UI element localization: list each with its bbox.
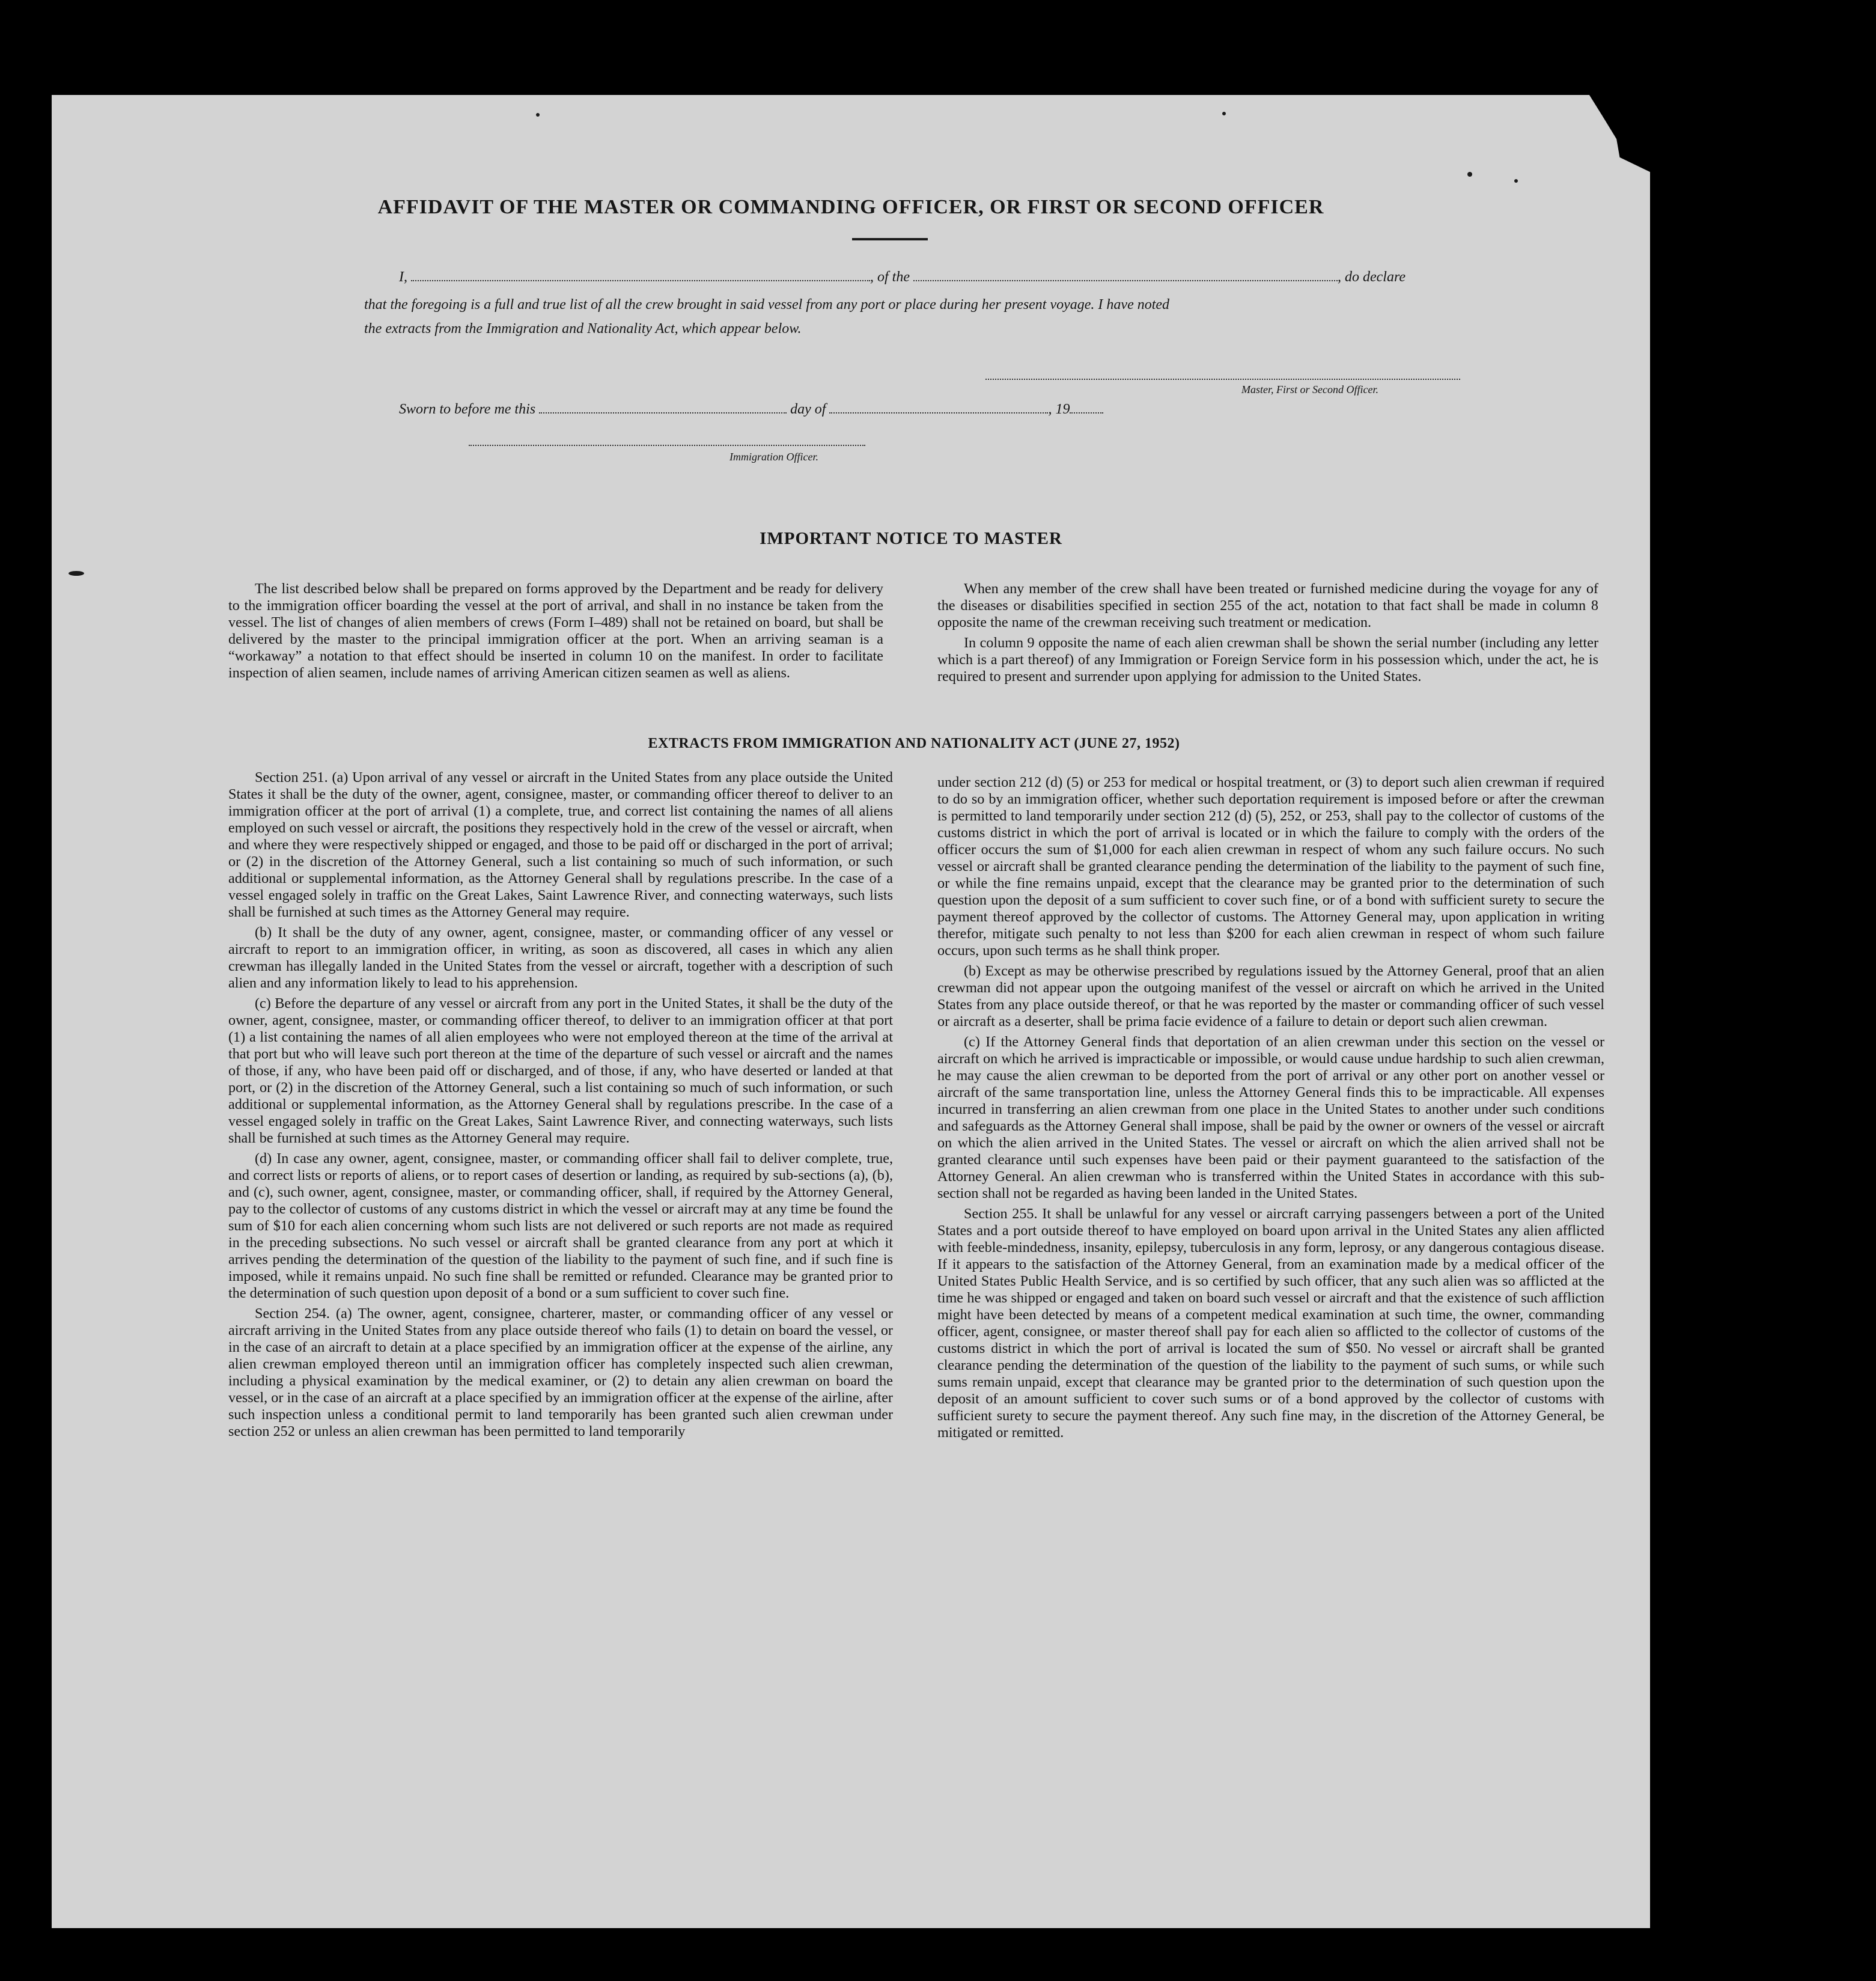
binder-hole [1690,392,1719,421]
binder-hole [1690,1759,1719,1787]
master-signature-line[interactable] [985,379,1460,380]
title-rule [852,238,928,240]
binder-hole [1690,768,1719,797]
extracts-title: EXTRACTS FROM IMMIGRATION AND NATIONALITY ACT (JUNE 27, 1952) [648,736,1180,751]
act-paragraph: (c) If the Attorney General finds that deportation of an alien crewman under this section on the vessel or aircraft on which he arrived is impracticable or impossible, or would cause undue hardship to such alien crewman, he may cause the alien crewman to be deported from the port of arrival or any other port on another vessel or aircraft of the same transportation line, unless the Attorney General finds this to be impracticable. All expenses incurred in transferring an alien crewman from one place in the United States to another under such conditions and safeguards as the Attorney General shall impose, shall be paid by the owner or owners of the vessel or aircraft on which the alien arrived in the United States. The vessel or aircraft on which the alien arrived shall not be granted clearance until such expenses have been paid or their payment guaranteed to the satisfaction of the Attorney General. An alien crewman who is transferred within the United States in accordance with this sub-section shall not be regarded as having been landed in the United States. [937,1034,1604,1201]
immigration-officer-signature-line[interactable] [469,445,865,446]
dust-speck [69,571,84,576]
act-paragraph: (b) It shall be the duty of any owner, agent, consignee, master, or commanding officer of any vessel or aircraft to report to an immigration officer, in writing, as soon as discovered, all cases in which any alien crewman has illegally landed in the United States from the vessel or aircraft, together with a description of such alien and any information likely to lead to his apprehension. [228,924,893,991]
declarant-prefix: I, [399,269,407,285]
notice-left-column [228,581,883,682]
act-paragraph: (b) Except as may be otherwise prescribed by regulations issued by the Attorney General, proof that an alien crewman did not appear upon the outgoing manifest of the vessel or aircraft on which he arrived in the United States from any place outside thereof, or that he was reported by the master or commanding officer of such vessel or aircraft as a deserter, shall be prima facie evidence of a failure to detain or deport such alien crewman. [937,963,1604,1030]
act-paragraph: Section 255. It shall be unlawful for any vessel or aircraft carrying passengers between a port of the United States and a port outside thereof to have employed on board upon arrival in the United States any alien afflicted with feeble-mindedness, insanity, epilepsy, tuberculosis in any form, leprosy, or any dangerous contagious disease. If it appears to the satisfaction of the Attorney General, from an examination made by a medical officer of the United States Public Health Service, and is so certified by such officer, that any such alien was so afflicted at the time he was shipped or engaged and taken on board such vessel or aircraft and that the existence of such affliction might have been detected by means of a competent medical examination at such time, the owner, commanding officer, agent, consignee, or master thereof shall pay for each alien so afflicted to the collector of customs of the customs district in which the port of arrival is located the sum of $50. No vessel or aircraft shall be granted clearance pending the determination of the question of the liability to the payment of such sums, or while such sums remain unpaid, except that clearance may be granted prior to the determination of such question upon the deposit of an amount sufficient to cover such sums or of a bond approved by the collector of customs with sufficient surety to secure the payment thereof. Any such fine may, in the discretion of the Attorney General, be mitigated or remitted. [937,1206,1604,1441]
binder-hole [1690,1297,1719,1326]
sworn-year-label: , 19 [1048,401,1070,417]
binder-hole [1690,1390,1719,1418]
binder-hole [1690,678,1719,707]
vessel-name-field[interactable] [913,269,1338,281]
notice-right-column [937,581,1598,685]
declaration-text-line: that the foregoing is a full and true list of all the crew brought in said vessel from any port or place during her present voyage. I have noted [364,297,1170,313]
declaration-text-line: the extracts from the Immigration and Nationality Act, which appear below. [364,321,802,337]
notice-paragraph: In column 9 opposite the name of each alien crewman shall be shown the serial number (including any letter which is a part thereof) of any Immigration or Foreign Service form in his possession which, under the act, he is required to present and surrender upon applying for admission to the United States. [937,635,1598,685]
notice-paragraph: The list described below shall be prepared on forms approved by the Department and be ready for delivery to the immigration officer boarding the vessel at the port of arrival, and shall in no instance be taken from the vessel. The list of changes of alien members of crews (Form I–489) shall not be retained on board, but shall be delivered by the master to the principal immigration officer at the port. When an arriving seaman is a “workaway” a notation to that effect should be inserted in column 10 on the manifest. In order to facilitate inspection of alien seamen, include names of arriving American citizen seamen as well as aliens. [228,581,883,681]
act-paragraph: (d) In case any owner, agent, consignee, master, or commanding officer shall fail to deliver complete, true, and correct lists or reports of aliens, or to report cases of desertion or landing, as required by sub-sections (a), (b), and (c), such owner, agent, consignee, master, or commanding officer, shall, if required by the Attorney General, pay to the collector of customs of any customs district in which the vessel or aircraft may at any time be found the sum of $10 for each alien concerning whom such lists are not delivered or such reports are not made as required in the preceding subsections. No such vessel or aircraft shall be granted clearance from any port at which it arrives pending the determination of the question of the liability to the payment of such fine, and if such fine is imposed, while it remains unpaid. No such fine shall be remitted or refunded. Clearance may be granted prior to the determination of such question upon deposit of a bond or a sum sufficient to cover such fine. [228,1150,893,1301]
notice-paragraph: When any member of the crew shall have been treated or furnished medicine during the voyage for any of the diseases or disabilities specified in section 255 of the act, notation to that fact shall be made in column 8 opposite the name of the crewman receiving such treatment or medication. [937,581,1598,630]
dust-speck [1467,172,1472,177]
act-paragraph: (c) Before the departure of any vessel or aircraft from any port in the United States, it shall be the duty of the owner, agent, consignee, master, or commanding officer thereof, to deliver to an immigration officer at that port (1) a list containing the names of all alien employees who were not employed thereon at the time of the arrival at that port but who will leave such port thereon at the time of the departure of such vessel or aircraft and the names of those, if any, who have been paid off or discharged, and of those, if any, who have deserted or landed at that port, or (2) in the discretion of the Attorney General, such a list containing so much of such information, or such additional or supplemental information, as the Attorney General shall by regulations prescribe. In the case of a vessel engaged solely in traffic on the Great Lakes, Saint Lawrence River, and connecting waterways, such lists shall be furnished at such times as the Attorney General may require. [228,995,893,1146]
vessel-prefix: , of the [870,269,910,285]
sworn-prefix: Sworn to before me this [399,401,536,417]
sworn-month-field[interactable] [829,401,1048,414]
act-paragraph: under section 212 (d) (5) or 253 for medical or hospital treatment, or (3) to deport such alien crewman if required to do so by an immigration officer, whether such deportation requirement is imposed before or after the crewman is permitted to land temporarily under section 212 (d) (5), 252, or 253, shall pay to the collector of customs of the customs district in which the port of arrival is located or in which the failure to comply with the orders of the officer occurs the sum of $1,000 for each alien crewman in respect of whom any such failure occurs. No such vessel or aircraft shall be granted clearance pending the determination of the liability to the payment of such fine, or while the fine remains unpaid, except that the clearance may be granted prior to the determination of such question upon the deposit of a sum sufficient to cover such fine, or of a bond with sufficient surety to secure the payment thereof approved by the collector of customs. The Attorney General may, upon application in writing therefor, mitigate such penalty to not less than $200 for each alien crewman in respect of whom such failure occurs, upon such terms as he shall think proper. [937,774,1604,959]
affidavit-title: AFFIDAVIT OF THE MASTER OR COMMANDING OFFICER, OR FIRST OR SECOND OFFICER [377,196,1324,218]
dust-speck [1514,179,1518,183]
sworn-day-field[interactable] [539,401,787,414]
act-paragraph: Section 254. (a) The owner, agent, consignee, charterer, master, or commanding officer of any vessel or aircraft arriving in the United States from any place outside thereof who fails (1) to detain on board the vessel, or in the case of an aircraft to detain at a place specified by an immigration officer at the expense of the airline, any alien crewman employed thereon until an immigration officer has completely inspected such alien crewman, including a physical examination by the medical examiner, or (2) to detain any alien crewman on board the vessel, or in the case of an aircraft at a place specified by an immigration officer at the expense of the airline, after such inspection unless a conditional permit to land temporarily has been granted such alien crewman under section 252 or unless an alien crewman has been permitted to land temporarily [228,1305,893,1439]
extracts-left-column [228,769,893,1440]
sworn-line [399,401,1103,418]
declaration-line [399,269,1405,285]
binder-hole [1690,1668,1719,1697]
master-signature-label: Master, First or Second Officer. [1241,383,1378,395]
sworn-year-field[interactable] [1070,401,1103,414]
sworn-day-label: day of [790,401,826,417]
extracts-right-column [937,774,1604,1441]
dust-speck [536,113,540,117]
dust-speck [1222,112,1226,115]
notice-title: IMPORTANT NOTICE TO MASTER [760,529,1062,548]
act-paragraph: Section 251. (a) Upon arrival of any vessel or aircraft in the United States from any place outside the United States it shall be the duty of the owner, agent, consignee, master, or commanding officer thereof to deliver to an immigration officer at the port of arrival (1) a complete, true, and correct list containing the names of all aliens employed on such vessel or aircraft, the positions they respectively hold in the crew of the vessel or aircraft, when and where they were respectively shipped or engaged, and those to be paid off or discharged in the port of arrival; or (2) in the discretion of the Attorney General, such a list containing so much of such information, or such additional or supplemental information, as the Attorney General shall by regulations prescribe. In the case of a vessel engaged solely in traffic on the Great Lakes, Saint Lawrence River, and connecting waterways, such lists shall be furnished at such times as the Attorney General may require. [228,769,893,920]
immigration-officer-label: Immigration Officer. [729,451,818,463]
declarant-name-field[interactable] [411,269,870,281]
declare-suffix: , do declare [1338,269,1406,285]
binder-hole [1690,298,1719,327]
